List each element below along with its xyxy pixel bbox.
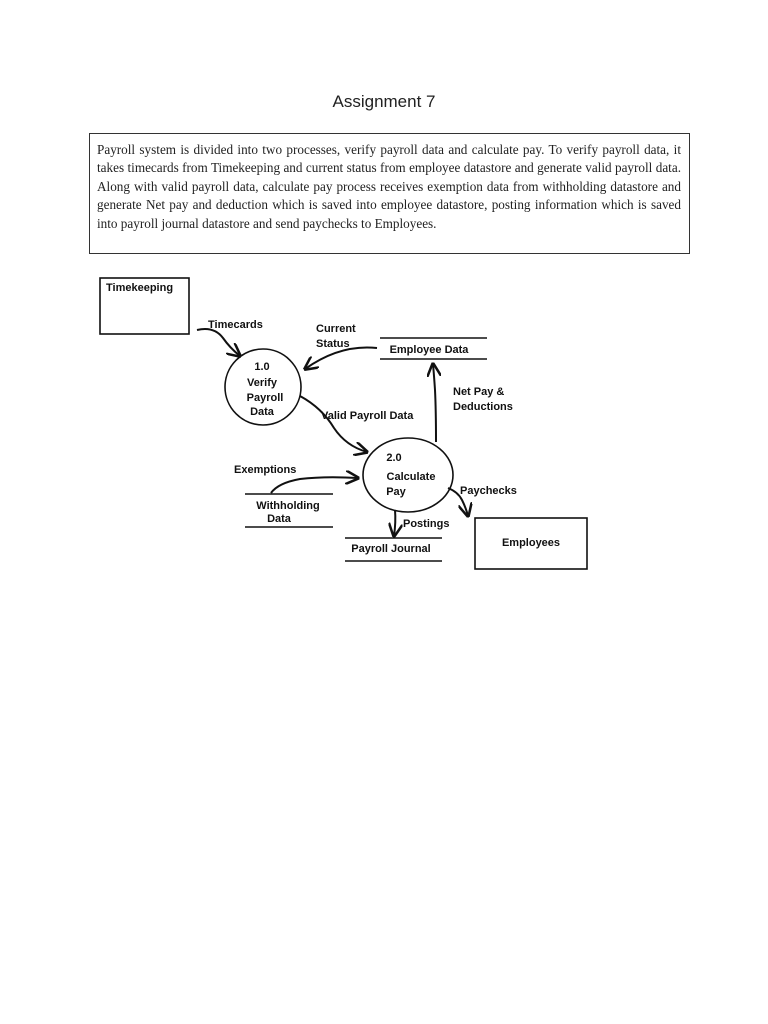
flow-exemptions xyxy=(234,464,358,493)
flow-paychecks-label: Paychecks xyxy=(460,485,517,497)
flow-net-pay-line2: Deductions xyxy=(453,401,513,413)
process-verify-payroll xyxy=(225,349,301,425)
flow-current-status-line1: Current xyxy=(316,323,356,335)
flow-postings xyxy=(394,510,449,536)
process-calculate-line1: Calculate xyxy=(386,471,436,483)
withholding-label-line2: Data xyxy=(267,513,291,525)
flow-postings-label: Postings xyxy=(403,518,450,530)
flow-timecards-label: Timecards xyxy=(208,319,263,331)
flow-valid-payroll-label: Valid Payroll Data xyxy=(321,410,414,422)
payroll-journal-label: Payroll Journal xyxy=(351,543,431,555)
page-title: Assignment 7 xyxy=(332,92,436,111)
employees-label: Employees xyxy=(501,537,561,549)
flow-net-pay-deductions xyxy=(433,364,513,442)
flow-current-status xyxy=(305,323,377,369)
process-verify-line2: Payroll xyxy=(246,392,284,404)
description-box: Payroll system is divided into two processes, verify payroll data and calculate pay. To verify payroll data, it takes timecards from Timekeeping and current status from employee datastore and generate valid payroll data. Along with valid payroll data, calculate pay process receives exemption data from withholding datastore and generate Net pay and deduction which is saved into employee datastore, posting information which is saved into payroll journal datastore and send paychecks to Employees. xyxy=(89,133,690,254)
flow-net-pay-line1: Net Pay & xyxy=(453,386,505,398)
payroll-journal-store xyxy=(345,538,442,561)
withholding-label-line1: Withholding xyxy=(256,500,320,512)
flow-exemptions-label: Exemptions xyxy=(234,464,297,476)
process-verify-line1: Verify xyxy=(247,377,277,389)
process-verify-number: 1.0 xyxy=(254,361,270,373)
flow-current-status-line2: Status xyxy=(316,338,350,350)
timekeeping-entity xyxy=(100,278,189,334)
flow-valid-payroll-data xyxy=(300,396,414,452)
process-calculate-number: 2.0 xyxy=(386,452,402,464)
employee-data-store xyxy=(380,338,487,359)
process-calculate-line2: Pay xyxy=(386,486,406,498)
employees-entity xyxy=(475,518,587,569)
timekeeping-label: Timekeeping xyxy=(106,282,174,294)
withholding-data-store xyxy=(245,494,333,527)
flow-paychecks xyxy=(448,485,517,516)
employee-data-label: Employee Data xyxy=(389,344,469,356)
process-verify-line3: Data xyxy=(250,406,274,418)
process-calculate-pay xyxy=(363,438,453,512)
